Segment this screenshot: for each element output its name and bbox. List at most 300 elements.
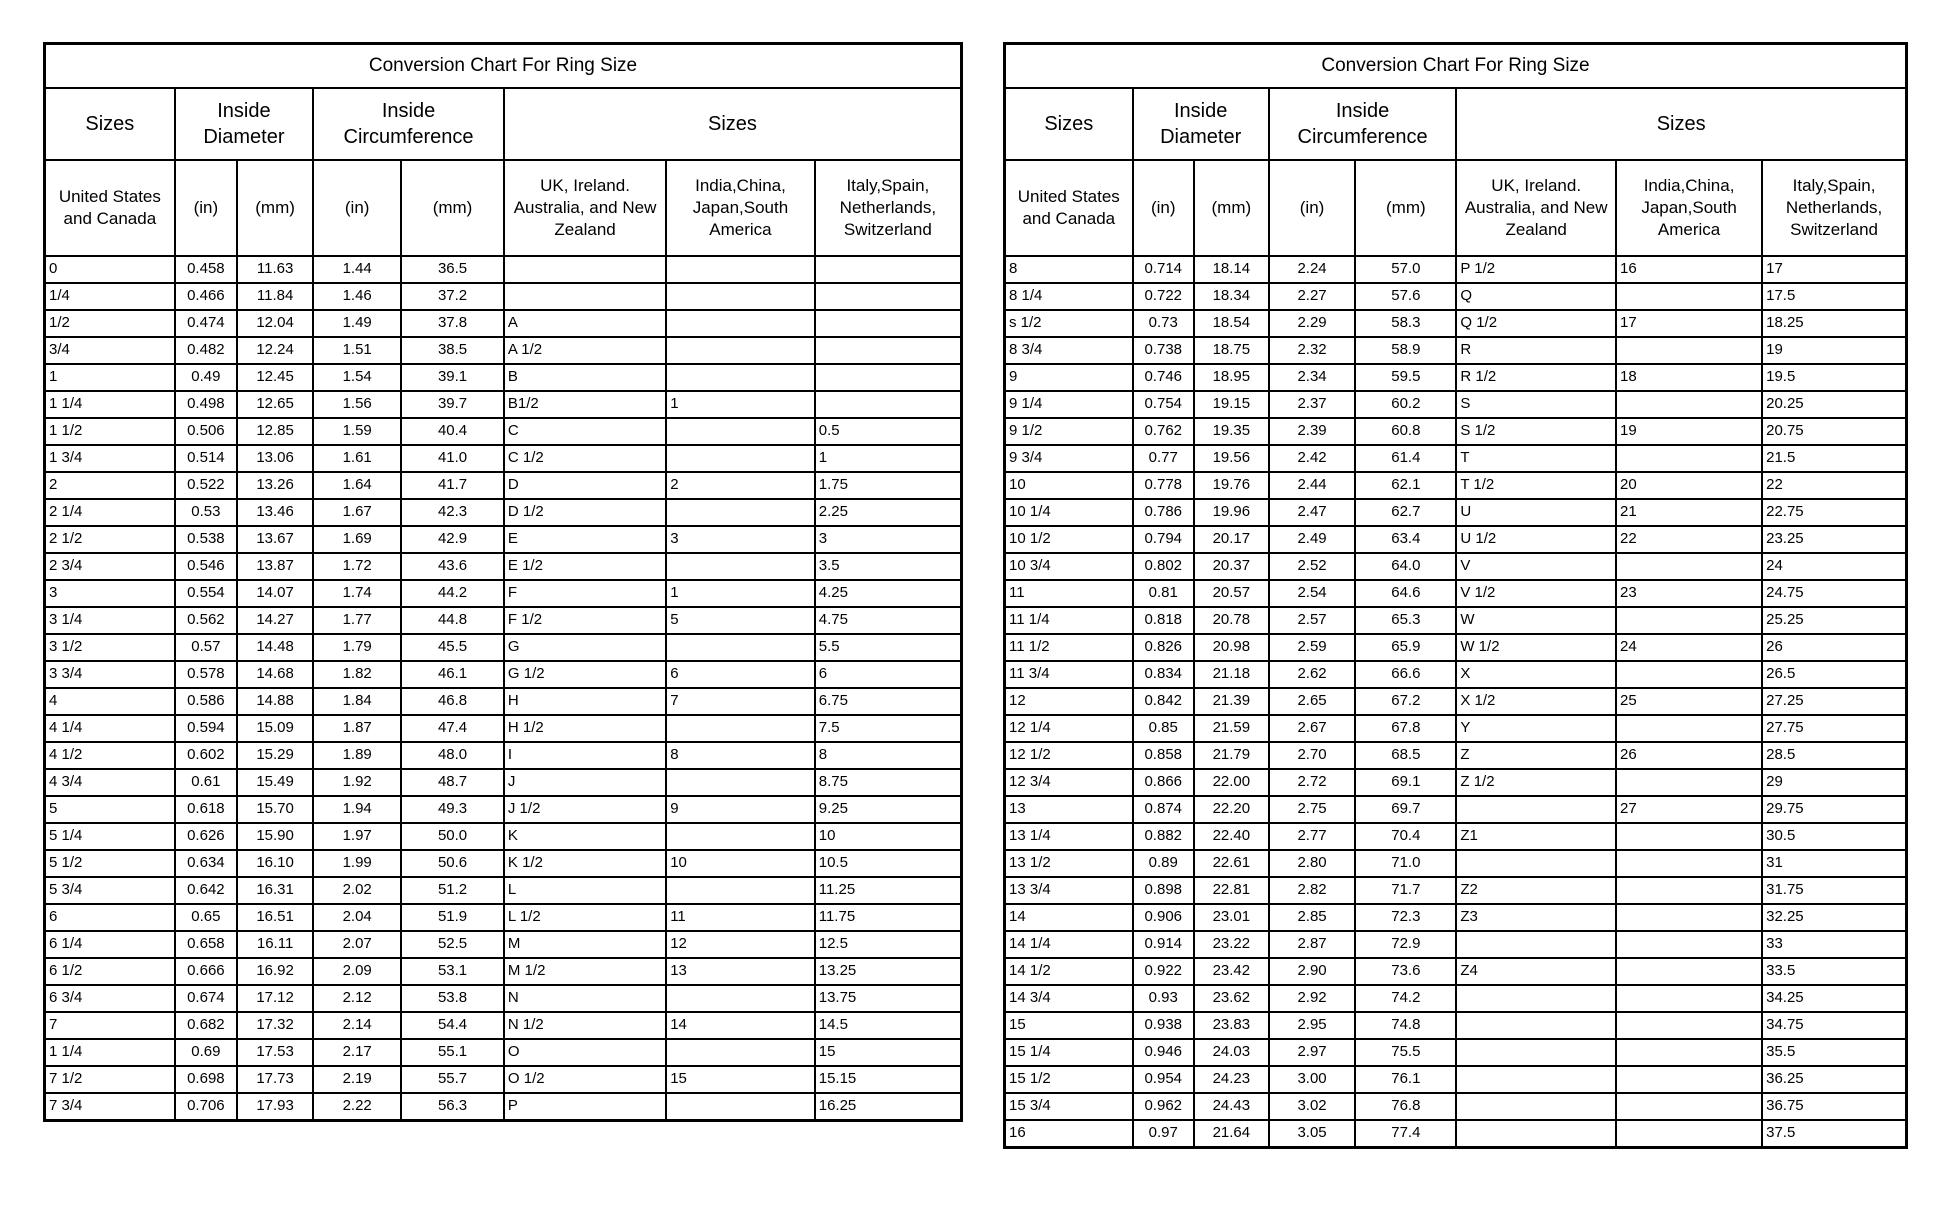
table-cell — [1616, 445, 1762, 472]
table-cell: 14 1/4 — [1005, 931, 1133, 958]
table-cell: 1.75 — [815, 472, 962, 499]
table-cell: 1.99 — [313, 850, 401, 877]
table-cell: 49.3 — [401, 796, 504, 823]
table-cell: E — [504, 526, 666, 553]
table-cell: 16.11 — [237, 931, 313, 958]
table-cell: 19.5 — [1762, 364, 1906, 391]
table-cell: 1.79 — [313, 634, 401, 661]
table-cell: 26 — [1762, 634, 1906, 661]
table-cell: 15.29 — [237, 742, 313, 769]
table-row — [1005, 526, 1907, 553]
table-cell: 55.1 — [401, 1039, 504, 1066]
table-cell — [1616, 661, 1762, 688]
table-cell: 0.922 — [1133, 958, 1194, 985]
table-row — [45, 283, 962, 310]
table-cell: 0.962 — [1133, 1093, 1194, 1120]
table-cell: 14.48 — [237, 634, 313, 661]
table-cell: 19.76 — [1194, 472, 1269, 499]
table-cell: 14.88 — [237, 688, 313, 715]
table-cell: 19 — [1762, 337, 1906, 364]
table-cell: 34.75 — [1762, 1012, 1906, 1039]
table-cell: 2.47 — [1269, 499, 1356, 526]
table-cell: H — [504, 688, 666, 715]
table-row — [1005, 391, 1907, 418]
table-title: Conversion Chart For Ring Size — [1005, 44, 1907, 89]
table-cell: P 1/2 — [1456, 256, 1616, 283]
table-cell: K 1/2 — [504, 850, 666, 877]
column-header: (mm) — [1355, 160, 1456, 256]
table-cell: 64.6 — [1355, 580, 1456, 607]
table-cell: 2.85 — [1269, 904, 1356, 931]
table-cell: 0.538 — [175, 526, 237, 553]
table-cell: 3.5 — [815, 553, 962, 580]
table-cell: 17.5 — [1762, 283, 1906, 310]
table-cell: 0 — [45, 256, 175, 283]
table-cell: 12.04 — [237, 310, 313, 337]
table-cell: 0.85 — [1133, 715, 1194, 742]
table-row — [45, 337, 962, 364]
table-cell — [666, 985, 815, 1012]
table-cell: 37.5 — [1762, 1120, 1906, 1148]
table-cell: 58.3 — [1355, 310, 1456, 337]
table-cell: 1.59 — [313, 418, 401, 445]
table-cell: 29 — [1762, 769, 1906, 796]
table-cell: 14.07 — [237, 580, 313, 607]
table-cell: 2.27 — [1269, 283, 1356, 310]
table-cell: S 1/2 — [1456, 418, 1616, 445]
table-row — [1005, 904, 1907, 931]
table-cell — [1616, 1066, 1762, 1093]
table-cell — [666, 634, 815, 661]
table-cell: 1.89 — [313, 742, 401, 769]
table-cell: 0.938 — [1133, 1012, 1194, 1039]
table-row — [45, 472, 962, 499]
table-cell: 19 — [1616, 418, 1762, 445]
column-header-row — [45, 160, 962, 256]
table-cell: 0.834 — [1133, 661, 1194, 688]
table-cell: 1 — [666, 391, 815, 418]
table-cell: U — [1456, 499, 1616, 526]
group-header: Inside Circumference — [1269, 88, 1457, 160]
table-cell: 2.77 — [1269, 823, 1356, 850]
table-cell: 0.65 — [175, 904, 237, 931]
table-cell — [666, 1093, 815, 1121]
table-cell: Z4 — [1456, 958, 1616, 985]
table-cell: 17.32 — [237, 1012, 313, 1039]
table-cell: 39.1 — [401, 364, 504, 391]
table-cell: 0.93 — [1133, 985, 1194, 1012]
table-title-row — [1005, 44, 1907, 89]
table-cell: 0.49 — [175, 364, 237, 391]
table-cell — [1456, 1066, 1616, 1093]
table-cell: 21.39 — [1194, 688, 1269, 715]
table-cell: 1.46 — [313, 283, 401, 310]
table-cell — [815, 391, 962, 418]
table-cell: 4 — [45, 688, 175, 715]
table-cell: 15.09 — [237, 715, 313, 742]
table-cell: 16.25 — [815, 1093, 962, 1121]
table-cell: 23.01 — [1194, 904, 1269, 931]
table-cell: 0.97 — [1133, 1120, 1194, 1148]
table-cell: 11 1/4 — [1005, 607, 1133, 634]
table-row — [1005, 1039, 1907, 1066]
table-cell: 20.17 — [1194, 526, 1269, 553]
table-cell: 48.0 — [401, 742, 504, 769]
table-cell: 5 — [45, 796, 175, 823]
table-cell: 0.946 — [1133, 1039, 1194, 1066]
table-cell: 7 — [666, 688, 815, 715]
table-cell: 9 3/4 — [1005, 445, 1133, 472]
table-cell: 63.4 — [1355, 526, 1456, 553]
table-cell: 15 1/4 — [1005, 1039, 1133, 1066]
table-cell: 2.44 — [1269, 472, 1356, 499]
group-header-row — [45, 88, 962, 160]
table-cell: 2.65 — [1269, 688, 1356, 715]
table-cell: 23.25 — [1762, 526, 1906, 553]
table-cell: X 1/2 — [1456, 688, 1616, 715]
table-cell: 15 1/2 — [1005, 1066, 1133, 1093]
table-cell: 30.5 — [1762, 823, 1906, 850]
table-cell: 0.882 — [1133, 823, 1194, 850]
table-cell: 0.506 — [175, 418, 237, 445]
table-cell — [666, 256, 815, 283]
table-cell: 0.618 — [175, 796, 237, 823]
column-header: (in) — [313, 160, 401, 256]
column-header: (mm) — [401, 160, 504, 256]
table-row — [1005, 877, 1907, 904]
table-cell — [815, 256, 962, 283]
table-cell: 1.44 — [313, 256, 401, 283]
table-cell — [1616, 850, 1762, 877]
table-cell: 34.25 — [1762, 985, 1906, 1012]
table-cell: 3/4 — [45, 337, 175, 364]
table-cell — [1616, 337, 1762, 364]
table-row — [45, 742, 962, 769]
table-cell: 1 — [666, 580, 815, 607]
table-cell: 0.666 — [175, 958, 237, 985]
table-cell: 4 3/4 — [45, 769, 175, 796]
table-cell: 14.68 — [237, 661, 313, 688]
table-cell: 7.5 — [815, 715, 962, 742]
table-cell: 2.87 — [1269, 931, 1356, 958]
table-cell: 13.87 — [237, 553, 313, 580]
table-row — [1005, 499, 1907, 526]
table-cell: 10 1/4 — [1005, 499, 1133, 526]
table-cell: 36.5 — [401, 256, 504, 283]
table-row — [1005, 283, 1907, 310]
table-cell: N — [504, 985, 666, 1012]
table-cell: 0.874 — [1133, 796, 1194, 823]
table-cell: 35.5 — [1762, 1039, 1906, 1066]
table-cell: 3 — [45, 580, 175, 607]
table-cell: 37.2 — [401, 283, 504, 310]
table-cell: T — [1456, 445, 1616, 472]
table-cell: 2.04 — [313, 904, 401, 931]
table-cell: 62.7 — [1355, 499, 1456, 526]
table-cell: 4.75 — [815, 607, 962, 634]
table-cell: 4 1/4 — [45, 715, 175, 742]
table-cell: 0.682 — [175, 1012, 237, 1039]
table-cell: 22.81 — [1194, 877, 1269, 904]
table-cell: 24 — [1616, 634, 1762, 661]
table-cell: 53.8 — [401, 985, 504, 1012]
table-cell: 2.95 — [1269, 1012, 1356, 1039]
table-row — [45, 985, 962, 1012]
table-cell: 25 — [1616, 688, 1762, 715]
table-cell: 14 1/2 — [1005, 958, 1133, 985]
table-cell — [1456, 1039, 1616, 1066]
table-cell: Z3 — [1456, 904, 1616, 931]
table-cell: 2.97 — [1269, 1039, 1356, 1066]
table-cell: 66.6 — [1355, 661, 1456, 688]
table-cell: 22.00 — [1194, 769, 1269, 796]
table-cell — [1616, 553, 1762, 580]
table-cell: 9.25 — [815, 796, 962, 823]
table-row — [45, 769, 962, 796]
table-cell — [1616, 904, 1762, 931]
table-cell — [1616, 283, 1762, 310]
column-header: (mm) — [1194, 160, 1269, 256]
table-cell: 51.2 — [401, 877, 504, 904]
table-cell — [666, 337, 815, 364]
table-cell: 2.49 — [1269, 526, 1356, 553]
table-cell: F 1/2 — [504, 607, 666, 634]
table-cell: Y — [1456, 715, 1616, 742]
table-cell: 70.4 — [1355, 823, 1456, 850]
table-cell: 77.4 — [1355, 1120, 1456, 1148]
table-row — [45, 796, 962, 823]
table-cell: 24 — [1762, 553, 1906, 580]
table-cell: 36.75 — [1762, 1093, 1906, 1120]
table-cell: 10 3/4 — [1005, 553, 1133, 580]
table-row — [1005, 796, 1907, 823]
column-header: UK, Ireland. Australia, and New Zealand — [504, 160, 666, 256]
table-row — [45, 310, 962, 337]
table-cell: 2.02 — [313, 877, 401, 904]
table-row — [1005, 445, 1907, 472]
table-cell: 2.19 — [313, 1066, 401, 1093]
table-cell: 2.52 — [1269, 553, 1356, 580]
table-cell: O — [504, 1039, 666, 1066]
table-cell: 18.75 — [1194, 337, 1269, 364]
table-cell — [1616, 715, 1762, 742]
table-row — [45, 715, 962, 742]
table-cell: 6 1/4 — [45, 931, 175, 958]
table-cell: 21 — [1616, 499, 1762, 526]
table-cell: 20.57 — [1194, 580, 1269, 607]
table-cell: 44.8 — [401, 607, 504, 634]
table-cell — [666, 499, 815, 526]
table-cell: 20.75 — [1762, 418, 1906, 445]
table-cell: M 1/2 — [504, 958, 666, 985]
table-row — [1005, 310, 1907, 337]
table-cell: 0.554 — [175, 580, 237, 607]
table-cell — [1616, 985, 1762, 1012]
table-cell: 0.57 — [175, 634, 237, 661]
table-row — [1005, 580, 1907, 607]
table-row — [45, 526, 962, 553]
table-cell — [1616, 877, 1762, 904]
table-cell: 2.82 — [1269, 877, 1356, 904]
table-cell: 20 — [1616, 472, 1762, 499]
ring-size-conversion-table-right — [1003, 42, 1908, 1149]
table-cell: 71.7 — [1355, 877, 1456, 904]
table-row — [1005, 1012, 1907, 1039]
table-cell: 2.92 — [1269, 985, 1356, 1012]
table-cell: 21.59 — [1194, 715, 1269, 742]
table-cell: 1.56 — [313, 391, 401, 418]
table-cell: 0.858 — [1133, 742, 1194, 769]
table-cell: 1.67 — [313, 499, 401, 526]
table-cell: 21.64 — [1194, 1120, 1269, 1148]
table-cell: 4.25 — [815, 580, 962, 607]
table-cell: 76.1 — [1355, 1066, 1456, 1093]
table-cell: 40.4 — [401, 418, 504, 445]
table-cell: 1 1/4 — [45, 1039, 175, 1066]
table-row — [45, 877, 962, 904]
table-cell: 1.82 — [313, 661, 401, 688]
table-cell: 23 — [1616, 580, 1762, 607]
table-cell: 46.8 — [401, 688, 504, 715]
table-cell: 74.8 — [1355, 1012, 1456, 1039]
table-cell: 1.49 — [313, 310, 401, 337]
table-cell: 8 — [666, 742, 815, 769]
table-cell: 11 — [666, 904, 815, 931]
table-cell — [1456, 796, 1616, 823]
table-cell: 1 1/4 — [45, 391, 175, 418]
table-cell: 5 1/4 — [45, 823, 175, 850]
table-cell: 22.61 — [1194, 850, 1269, 877]
table-cell: 5.5 — [815, 634, 962, 661]
table-cell — [666, 445, 815, 472]
table-cell: Z2 — [1456, 877, 1616, 904]
table-cell: 0.69 — [175, 1039, 237, 1066]
table-cell: 20.98 — [1194, 634, 1269, 661]
table-cell: 15 — [1005, 1012, 1133, 1039]
group-header: Sizes — [1005, 88, 1133, 160]
table-cell: 18.34 — [1194, 283, 1269, 310]
table-cell: 2.62 — [1269, 661, 1356, 688]
table-cell: 15 — [815, 1039, 962, 1066]
table-cell: 43.6 — [401, 553, 504, 580]
table-row — [45, 850, 962, 877]
table-cell: E 1/2 — [504, 553, 666, 580]
table-cell: 9 — [666, 796, 815, 823]
table-cell: 1.94 — [313, 796, 401, 823]
table-cell: C 1/2 — [504, 445, 666, 472]
table-cell: 0.578 — [175, 661, 237, 688]
table-cell: D 1/2 — [504, 499, 666, 526]
table-cell: 24.23 — [1194, 1066, 1269, 1093]
table-cell: 2 1/4 — [45, 499, 175, 526]
table-cell: 38.5 — [401, 337, 504, 364]
table-cell: 8 — [1005, 256, 1133, 283]
table-cell: Z 1/2 — [1456, 769, 1616, 796]
table-cell — [1456, 1012, 1616, 1039]
table-cell: 1 — [45, 364, 175, 391]
table-cell: 50.0 — [401, 823, 504, 850]
table-cell: 50.6 — [401, 850, 504, 877]
table-cell — [666, 715, 815, 742]
table-cell: 12 — [1005, 688, 1133, 715]
table-cell: 20.25 — [1762, 391, 1906, 418]
table-row — [45, 1066, 962, 1093]
table-row — [1005, 688, 1907, 715]
table-cell — [666, 283, 815, 310]
table-cell: 54.4 — [401, 1012, 504, 1039]
table-cell: R — [1456, 337, 1616, 364]
table-cell: 12.5 — [815, 931, 962, 958]
table-cell: I — [504, 742, 666, 769]
table-cell: Q 1/2 — [1456, 310, 1616, 337]
column-header: Italy,Spain, Netherlands, Switzerland — [1762, 160, 1906, 256]
table-cell: 47.4 — [401, 715, 504, 742]
table-cell: 27.75 — [1762, 715, 1906, 742]
table-cell: 1.61 — [313, 445, 401, 472]
table-cell: 14.5 — [815, 1012, 962, 1039]
table-cell: 2 — [666, 472, 815, 499]
table-cell: 2.59 — [1269, 634, 1356, 661]
table-cell: V — [1456, 553, 1616, 580]
table-cell: 1.51 — [313, 337, 401, 364]
table-cell: 59.5 — [1355, 364, 1456, 391]
table-cell: 0.482 — [175, 337, 237, 364]
table-row — [1005, 607, 1907, 634]
table-cell: O 1/2 — [504, 1066, 666, 1093]
table-cell: 0.914 — [1133, 931, 1194, 958]
table-cell: 0.562 — [175, 607, 237, 634]
table-cell: P — [504, 1093, 666, 1121]
table-cell: 58.9 — [1355, 337, 1456, 364]
table-cell: 41.7 — [401, 472, 504, 499]
table-cell: 1/2 — [45, 310, 175, 337]
table-cell: 0.586 — [175, 688, 237, 715]
table-cell: 0.642 — [175, 877, 237, 904]
table-cell: 4 1/2 — [45, 742, 175, 769]
table-cell: 53.1 — [401, 958, 504, 985]
table-cell: 22 — [1616, 526, 1762, 553]
table-cell: A — [504, 310, 666, 337]
group-header: Sizes — [45, 88, 175, 160]
table-cell: 72.9 — [1355, 931, 1456, 958]
table-cell: 17.93 — [237, 1093, 313, 1121]
table-cell: 7 — [45, 1012, 175, 1039]
table-cell — [504, 283, 666, 310]
table-row — [1005, 364, 1907, 391]
table-cell: 12.65 — [237, 391, 313, 418]
table-row — [45, 1039, 962, 1066]
table-cell: 5 — [666, 607, 815, 634]
table-cell: 0.818 — [1133, 607, 1194, 634]
table-cell: 0.626 — [175, 823, 237, 850]
table-cell: 22.40 — [1194, 823, 1269, 850]
table-cell: s 1/2 — [1005, 310, 1133, 337]
table-cell: 15.70 — [237, 796, 313, 823]
group-header: Sizes — [504, 88, 962, 160]
table-cell: 2 1/2 — [45, 526, 175, 553]
table-cell: 72.3 — [1355, 904, 1456, 931]
table-cell: 0.802 — [1133, 553, 1194, 580]
table-cell: 56.3 — [401, 1093, 504, 1121]
table-cell: 67.8 — [1355, 715, 1456, 742]
table-cell: H 1/2 — [504, 715, 666, 742]
table-cell: 0.522 — [175, 472, 237, 499]
table-cell: 71.0 — [1355, 850, 1456, 877]
table-cell: S — [1456, 391, 1616, 418]
table-cell: 60.2 — [1355, 391, 1456, 418]
table-row — [1005, 1066, 1907, 1093]
table-cell: 0.754 — [1133, 391, 1194, 418]
